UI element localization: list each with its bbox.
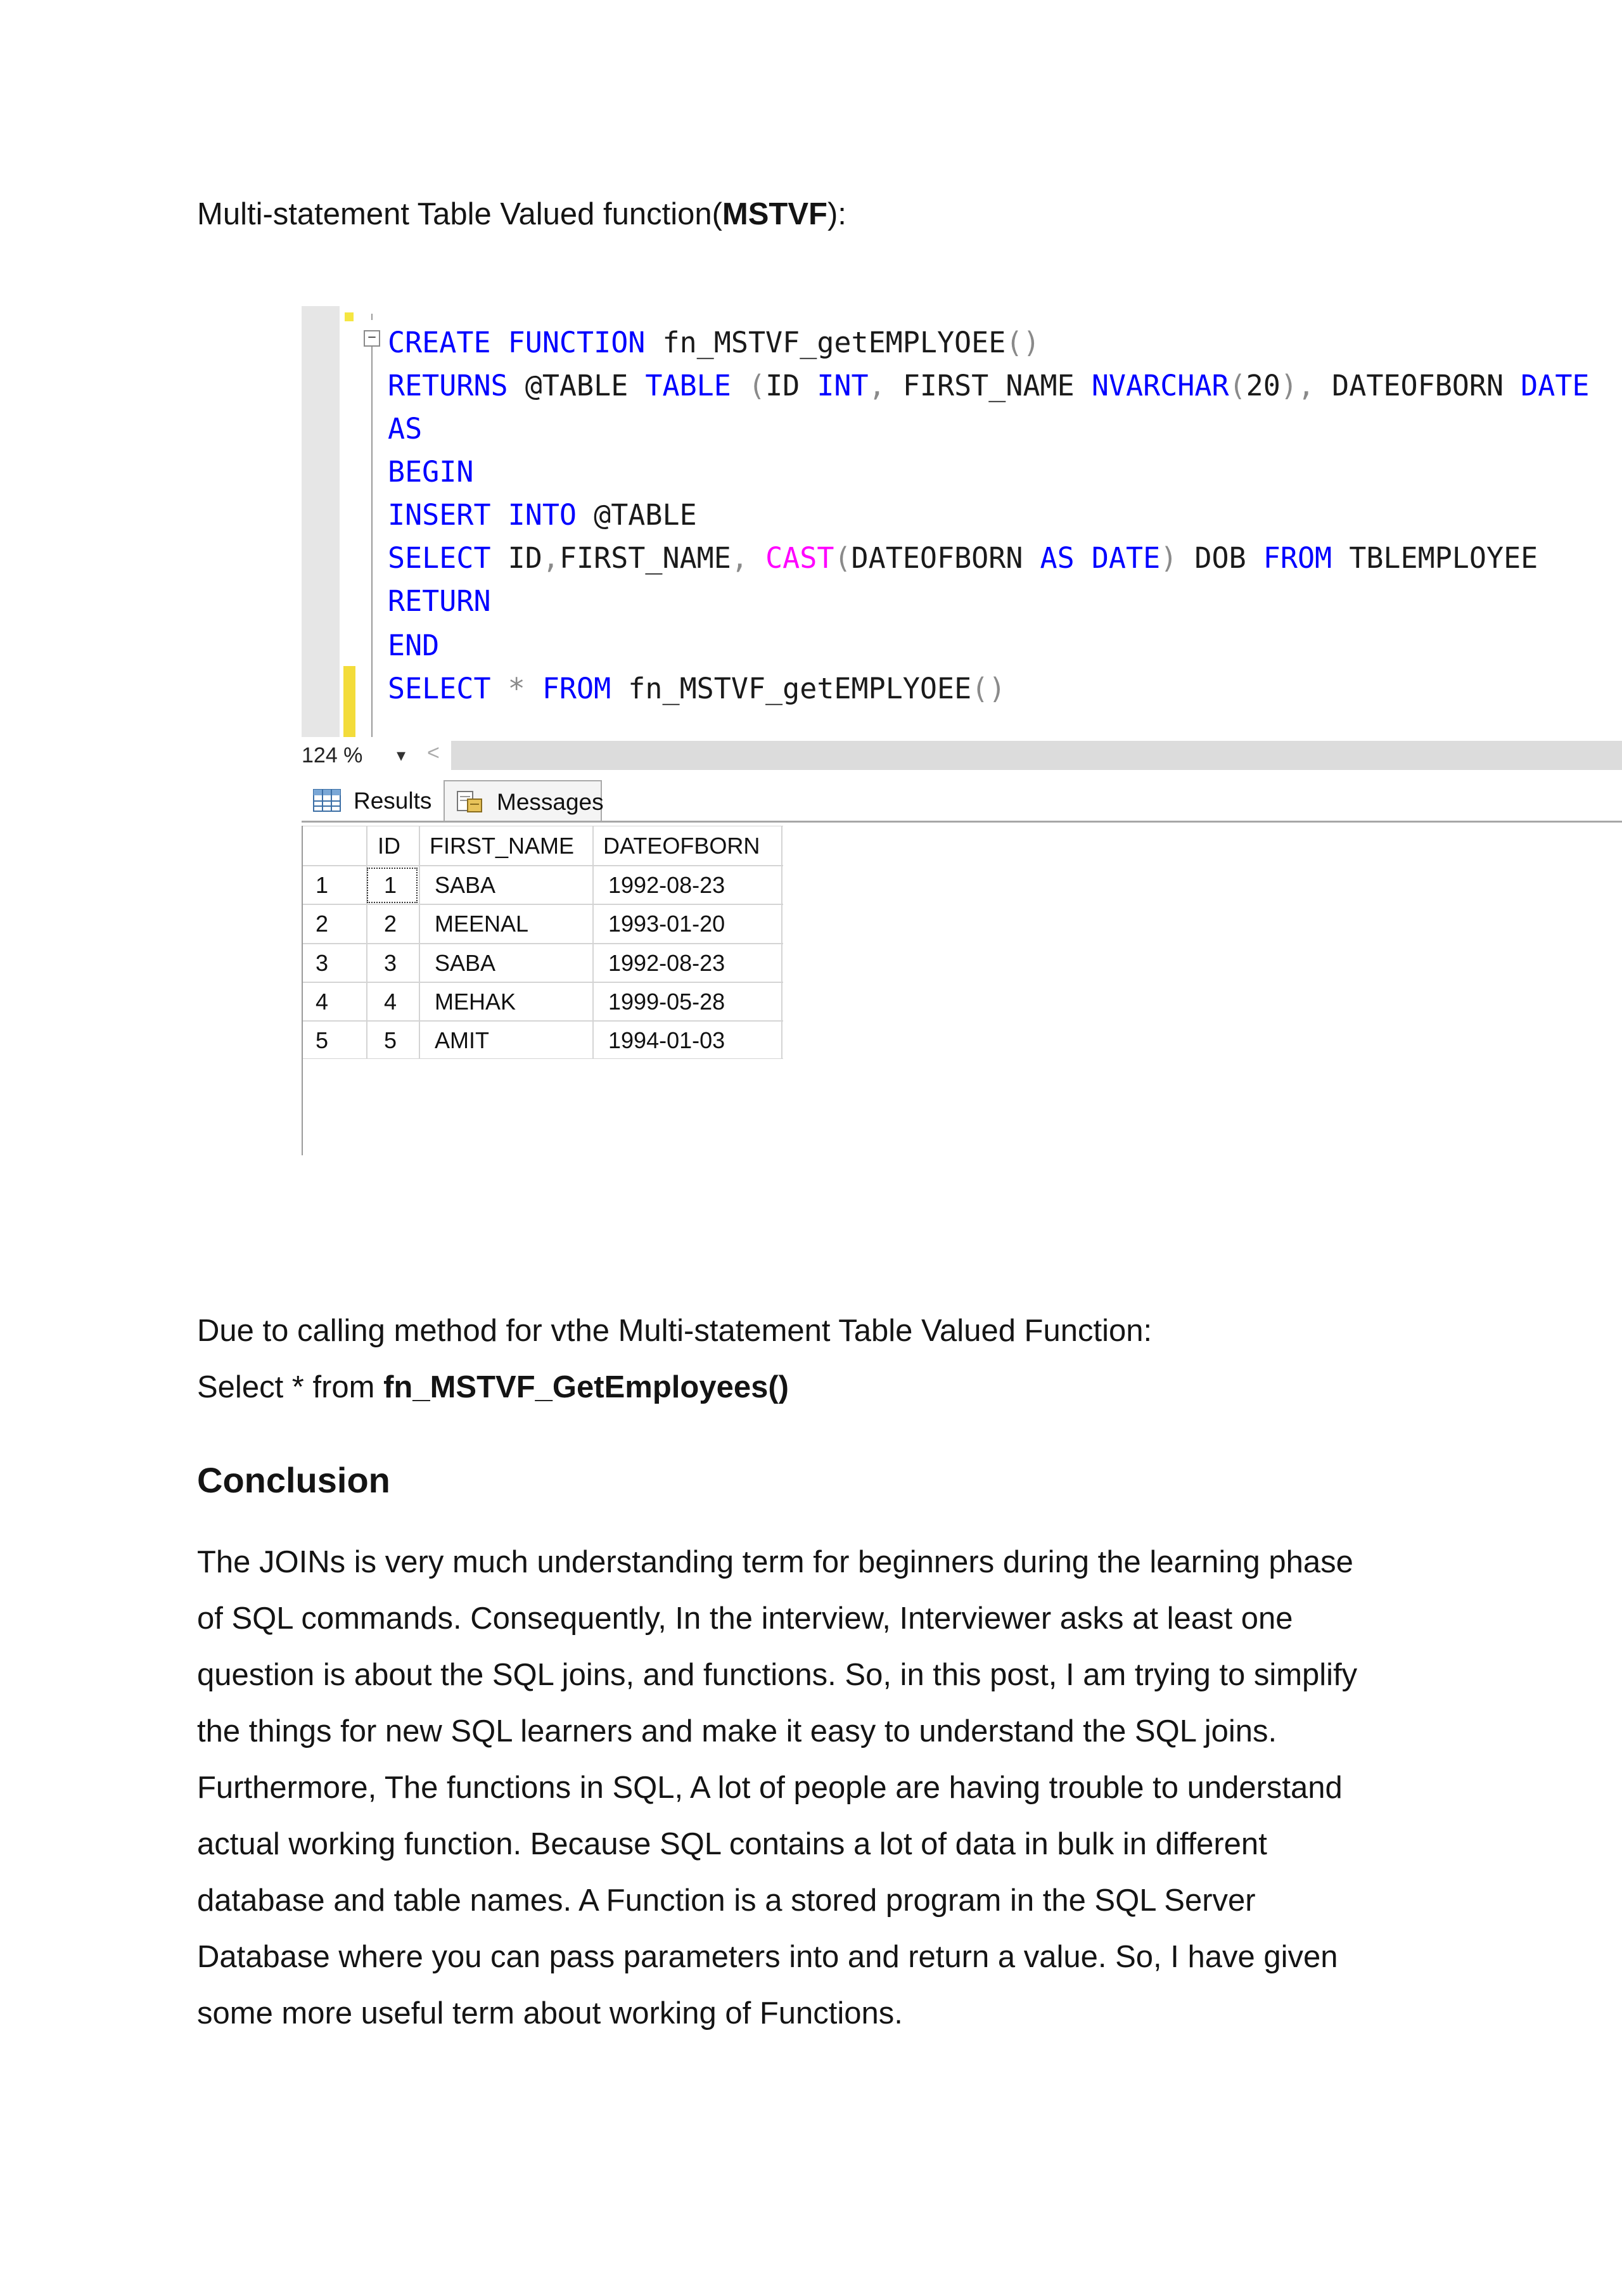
- conclusion-line: The JOINs is very much understanding term for beginners during the learning phase: [197, 1545, 1353, 1579]
- code-token: (: [834, 541, 852, 575]
- code-token: ID: [490, 541, 542, 575]
- code-token: INT: [817, 369, 869, 402]
- tab-results[interactable]: [302, 780, 444, 821]
- conclusion-line: database and table names. A Function is a stored program in the SQL Server: [197, 1883, 1256, 1918]
- code-line[interactable]: [388, 537, 1538, 580]
- column-header-first-name[interactable]: FIRST_NAME: [430, 833, 575, 859]
- row-number[interactable]: 4: [316, 989, 329, 1015]
- section-heading: [197, 195, 846, 233]
- code-line[interactable]: [388, 494, 697, 537]
- editor-gutter: [302, 306, 340, 737]
- calling-example-prefix: Select * from: [197, 1370, 384, 1404]
- code-token: FROM: [1263, 541, 1332, 575]
- zoom-level[interactable]: 124 %: [302, 743, 363, 767]
- code-token: ): [1160, 541, 1178, 575]
- code-token: (): [1006, 326, 1040, 359]
- calling-method-example: [197, 1368, 789, 1406]
- grid-icon: [313, 789, 341, 812]
- code-token: fn_MSTVF_getEMPLYOEE: [645, 326, 1006, 359]
- code-line[interactable]: [388, 451, 473, 494]
- code-token: TABLE: [645, 369, 731, 402]
- row-number[interactable]: 5: [316, 1027, 329, 1053]
- code-token: ID: [765, 369, 817, 402]
- conclusion-line: Database where you can pass parameters into and return a value. So, I have given: [197, 1940, 1338, 1974]
- change-marker-bar: [343, 666, 355, 737]
- calling-example-function: fn_MSTVF_GetEmployees(): [383, 1370, 789, 1404]
- conclusion-heading: Conclusion: [197, 1460, 390, 1500]
- cell-id[interactable]: 3: [384, 950, 397, 976]
- conclusion-line: of SQL commands. Consequently, In the interview, Interviewer asks at least one: [197, 1601, 1293, 1636]
- code-token: DOB: [1177, 541, 1263, 575]
- code-token: SELECT: [388, 541, 491, 575]
- code-token: TBLEMPLOYEE: [1332, 541, 1538, 575]
- code-token: ),: [1280, 369, 1332, 402]
- tabs-divider: [302, 821, 1622, 823]
- code-line[interactable]: [388, 407, 422, 451]
- code-token: FIRST_NAME: [559, 541, 731, 575]
- code-token: @TABLE: [508, 369, 646, 402]
- code-token: INSERT INTO: [388, 498, 577, 532]
- conclusion-line: question is about the SQL joins, and functions. So, in this post, I am trying to simplify: [197, 1658, 1358, 1692]
- zoom-dropdown-icon[interactable]: ▾: [397, 745, 406, 765]
- code-token: END: [388, 629, 440, 662]
- code-token: ,: [868, 369, 903, 402]
- conclusion-line: some more useful term about working of Functions.: [197, 1996, 903, 2030]
- code-token: ,: [731, 541, 766, 575]
- code-token: *: [490, 672, 542, 705]
- code-token: (: [731, 369, 766, 402]
- code-line[interactable]: [388, 580, 491, 623]
- cell-dateofborn[interactable]: 1999-05-28: [608, 989, 725, 1015]
- code-token: @TABLE: [577, 498, 697, 532]
- cell-first-name[interactable]: MEHAK: [435, 989, 516, 1015]
- code-token: CREATE FUNCTION: [388, 326, 646, 359]
- code-line[interactable]: [388, 667, 1006, 710]
- cell-dateofborn[interactable]: 1993-01-20: [608, 911, 725, 937]
- conclusion-line: the things for new SQL learners and make it easy to understand the SQL joins.: [197, 1714, 1277, 1748]
- code-token: AS: [388, 412, 423, 446]
- row-number[interactable]: 2: [316, 911, 329, 937]
- grid-left-border: [302, 826, 303, 1155]
- ssms-screenshot: [302, 300, 1622, 1155]
- code-line[interactable]: [388, 364, 1590, 407]
- conclusion-line: Furthermore, The functions in SQL, A lot of people are having trouble to understand: [197, 1771, 1343, 1805]
- cell-id[interactable]: 2: [384, 911, 397, 937]
- code-token: DATEOFBORN: [1332, 369, 1521, 402]
- code-token: CAST: [765, 541, 834, 575]
- code-token: ,: [542, 541, 559, 575]
- row-number[interactable]: 3: [316, 950, 329, 976]
- heading-prefix: Multi-statement Table Valued function(: [197, 197, 722, 231]
- cell-id[interactable]: 1: [384, 872, 397, 898]
- code-token: DATEOFBORN: [851, 541, 1040, 575]
- heading-suffix: ):: [827, 197, 846, 231]
- tab-results-label: Results: [354, 788, 432, 814]
- cell-first-name[interactable]: AMIT: [435, 1027, 489, 1053]
- results-tabs: [302, 776, 1622, 821]
- cell-first-name[interactable]: SABA: [435, 950, 496, 976]
- cell-dateofborn[interactable]: 1994-01-03: [608, 1027, 725, 1053]
- code-token: SELECT: [388, 672, 491, 705]
- tab-messages-label: Messages: [497, 789, 604, 815]
- collapse-icon[interactable]: −: [364, 330, 380, 347]
- code-line[interactable]: [388, 321, 1040, 364]
- cell-dateofborn[interactable]: 1992-08-23: [608, 950, 725, 976]
- code-token: RETURNS: [388, 369, 508, 402]
- code-token: FIRST_NAME: [902, 369, 1092, 402]
- code-token: NVARCHAR: [1091, 369, 1229, 402]
- horizontal-scrollbar[interactable]: [451, 741, 1622, 770]
- code-token: (): [971, 672, 1006, 705]
- messages-icon: [456, 790, 484, 813]
- column-header-dateofborn[interactable]: DATEOFBORN: [603, 833, 760, 859]
- conclusion-line: actual working function. Because SQL contains a lot of data in bulk in different: [197, 1827, 1267, 1861]
- column-header-id[interactable]: ID: [378, 833, 400, 859]
- cell-id[interactable]: 5: [384, 1027, 397, 1053]
- change-marker-top: [345, 312, 354, 321]
- scroll-left-icon[interactable]: <: [427, 741, 440, 765]
- heading-bold: MSTVF: [722, 197, 827, 231]
- code-token: fn_MSTVF_getEMPLYOEE: [611, 672, 972, 705]
- fold-tick: [371, 314, 373, 320]
- tab-messages[interactable]: [444, 780, 602, 821]
- code-token: AS DATE: [1040, 541, 1161, 575]
- calling-method-text: Due to calling method for vthe Multi-statement Table Valued Function:: [197, 1314, 1153, 1348]
- code-token: 20: [1246, 369, 1280, 402]
- code-token: (: [1229, 369, 1246, 402]
- cell-dateofborn[interactable]: 1992-08-23: [608, 872, 725, 898]
- cell-first-name[interactable]: SABA: [435, 872, 496, 898]
- code-token: FROM: [542, 672, 611, 705]
- code-token: BEGIN: [388, 455, 474, 489]
- code-line[interactable]: [388, 624, 439, 667]
- zoom-bar: [302, 737, 1622, 773]
- row-number[interactable]: 1: [316, 872, 329, 898]
- fold-line: [371, 331, 373, 740]
- cell-first-name[interactable]: MEENAL: [435, 911, 529, 937]
- results-grid[interactable]: [302, 826, 1622, 1155]
- code-token: DATE: [1521, 369, 1590, 402]
- code-token: RETURN: [388, 584, 491, 618]
- cell-id[interactable]: 4: [384, 989, 397, 1015]
